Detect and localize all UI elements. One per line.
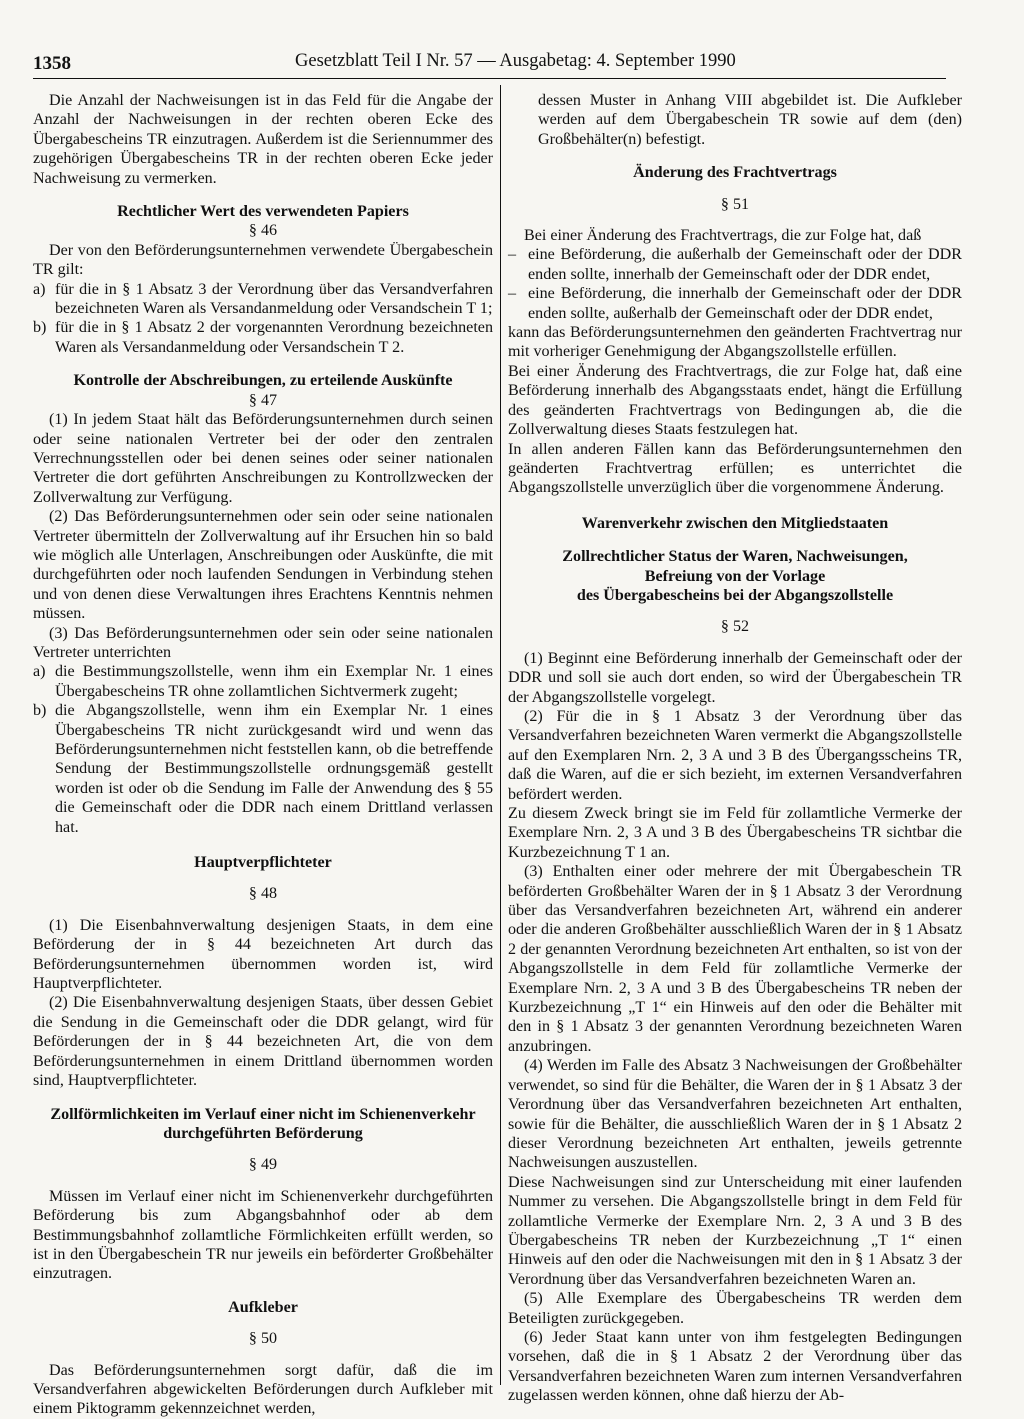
paragraph: (4) Werden im Falle des Absatz 3 Nachweisungen der Großbehälter verwendet, so sind für die Behälter, die Waren der in § 1 Absatz 3 der Verordnung über das Versandverfahren bezeichneten Art enthalten, sowie für die Behälter, die ausschließlich Waren der in § 1 Absatz 2 dieser Verordnung bezeichneten Art enthalten, jeweils getrennte Nachweisungen auszustellen. xyxy=(508,1057,962,1172)
heading: Kontrolle der Abschreibungen, zu erteilende Auskünfte xyxy=(73,372,453,390)
list-text: eine Beförderung, die außerhalb der Gemeinschaft oder der DDR enden sollte, innerhalb der Gemeinschaft oder der DDR endet, xyxy=(528,246,962,283)
list-item xyxy=(33,280,493,319)
paragraph: Bei einer Änderung des Frachtvertrags, die zur Folge hat, daß eine Beförderung innerhalb des Abgangsstaats endet, hängt die Erfüllung des geänderten Frachtvertrags von Bedingungen ab, die die Zollverwaltung dieses Staats festzulegen hat. xyxy=(508,362,962,439)
list-label: a) xyxy=(33,663,46,681)
section-number: § 48 xyxy=(248,885,278,903)
list-text: die Abgangszollstelle, wenn ihm ein Exemplar Nr. 1 eines Übergabescheins TR nicht zurückgesandt wird und wenn das Beförderungsunternehmen nicht feststellen kann, ob die betreffende Sendung der Bestimmungszollstelle ordnungsgemäß gestellt worden ist oder ob die Sendung im Falle der Anwendung des § 55 die Gemeinschaft oder die DDR nach einem Drittland verlassen hat. xyxy=(55,702,493,836)
paragraph: (2) Das Beförderungsunternehmen oder sein oder seine nationalen Vertreter übermitteln der Zollverwaltung auf ihr Ersuchen hin so bald wie möglich alle Unterlagen, Anschreibungen oder Auskünfte, die mit durchgeführten oder noch laufenden Sendungen in Verbindung stehen und von denen diese Verwaltungen ihres Erachtens Kenntnis nehmen müssen. xyxy=(33,508,493,623)
section-number: § 51 xyxy=(720,195,750,213)
list-item xyxy=(508,245,962,284)
gazette-title: Gesetzblatt Teil I Nr. 57 — Ausgabetag: 4. September 1990 xyxy=(295,51,736,71)
list-label: b) xyxy=(33,702,47,720)
section-number: § 49 xyxy=(248,1156,278,1174)
column-divider xyxy=(500,85,501,1385)
page-header xyxy=(33,52,946,79)
paragraph: (2) Für die in § 1 Absatz 3 der Verordnung über das Versandverfahren bezeichneten Waren vermerkt die Abgangszollstelle auf den Exemplaren Nrn. 2, 3 A und 3 B des Übergangsscheins TR, daß die Waren, auf die er sich bezieht, im externen Versandverfahren befördert werden. xyxy=(508,707,962,803)
paragraph: Das Beförderungsunternehmen sorgt dafür, daß die im Versandverfahren abgewickelten Beförderungen durch Aufkleber mit einem Piktogramm gekennzeichnet werden, xyxy=(33,1361,493,1418)
paragraph: Der von den Beförderungsunternehmen verwendete Übergabeschein TR gilt: xyxy=(33,241,493,279)
section-number: § 46 xyxy=(248,222,278,240)
heading: Rechtlicher Wert des verwendeten Papiers xyxy=(117,203,409,221)
paragraph: (3) Das Beförderungsunternehmen oder sein oder seine nationalen Vertreter unterrichten xyxy=(33,624,493,661)
paragraph: (1) Beginnt eine Beförderung innerhalb der Gemeinschaft oder der DDR und soll sie auch dort enden, so wird der Übergabeschein TR der Abgangszollstelle vorgelegt. xyxy=(508,649,962,706)
paragraph: (5) Alle Exemplare des Übergabescheins TR werden dem Beteiligten zurückgegeben. xyxy=(508,1290,962,1327)
paragraph: Bei einer Änderung des Frachtvertrags, die zur Folge hat, daß xyxy=(524,227,922,245)
heading: Änderung des Frachtvertrags xyxy=(633,164,837,182)
heading: Aufkleber xyxy=(228,1298,298,1316)
heading: Befreiung von der Vorlage xyxy=(644,567,826,585)
paragraph: (6) Jeder Staat kann unter von ihm festgelegten Bedingungen vorsehen, daß die in § 1 Absatz 2 der Verordnung über das Versandverfahren bezeichneten Waren zum internen Versandverfahren zugelassen werden können, ohne daß hierzu der Ab- xyxy=(508,1328,962,1405)
heading: Zollförmlichkeiten im Verlauf einer nicht im Schienenverkehr xyxy=(50,1105,476,1123)
paragraph: kann das Beförderungsunternehmen den geänderten Frachtvertrag nur mit vorheriger Genehmigung der Abgangszollstelle erfüllen. xyxy=(508,324,962,361)
heading: des Übergabescheins bei der Abgangszollstelle xyxy=(576,586,894,604)
list-label: b) xyxy=(33,319,47,337)
paragraph: (1) Die Eisenbahnverwaltung desjenigen Staats, in dem eine Beförderung der in § 44 bezeichneten Art durch das Beförderungsunternehmen übernommen worden ist, wird Hauptverpflichteter. xyxy=(33,916,493,993)
heading: Zollrechtlicher Status der Waren, Nachweisungen, xyxy=(562,548,908,566)
list-item xyxy=(33,662,493,701)
list-text: die Bestimmungszollstelle, wenn ihm ein Exemplar Nr. 1 eines Übergabescheins TR ohne zollamtlichen Sichtvermerk zugeht; xyxy=(55,663,493,700)
heading: Hauptverpflichteter xyxy=(194,854,332,872)
list-item xyxy=(33,318,493,357)
list-label: a) xyxy=(33,280,46,298)
paragraph: Müssen im Verlauf einer nicht im Schienenverkehr durchgeführten Beförderung bis zum Abgangsbahnhof oder ab dem Bestimmungsbahnhof zollamtliche Förmlichkeiten erfüllt werden, so ist in den Übergabeschein TR nur jeweils ein beförderter Großbehälter einzutragen. xyxy=(33,1187,493,1283)
paragraph: (1) In jedem Staat hält das Beförderungsunternehmen durch seinen oder seine nationalen Vertreter bei der oder den zentralen Verrechnungsstellen oder bei denen seines oder seiner nationalen Vertreter die dort geführten Anschreibungen zu Kontrollzwecken der Zollverwaltung zur Verfügung. xyxy=(33,411,493,506)
section-number: § 52 xyxy=(720,618,750,636)
paragraph: (3) Enthalten einer oder mehrere der mit Übergabeschein TR beförderten Großbehälter Waren der in § 1 Absatz 3 der Verordnung über das Versandverfahren bezeichneten Art, während ein anderer oder die anderen Großbehälter ausschließlich Waren der in § 1 Absatz 2 der genannten Verordnung bezeichneten Art enthalten, so ist von der Abgangszollstelle in dem Feld für zollamtliche Vermerke der Exemplare Nrn. 2, 3 A und 3 B des Übergabescheins TR neben der Kurzbezeichnung „T 1“ ein Hinweis auf den oder die Behälter mit den in § 1 Absatz 3 der genannten Verordnung bezeichneten Waren anzubringen. xyxy=(508,863,962,1055)
paragraph: (2) Die Eisenbahnverwaltung desjenigen Staats, über dessen Gebiet die Sendung in die Gemeinschaft oder die DDR gelangt, wird für Beförderungen der in § 44 bezeichneten Art, die von dem Beförderungsunternehmen in einem Drittland übernommen worden sind, Hauptverpflichteter. xyxy=(33,994,493,1090)
paragraph: Die Anzahl der Nachweisungen ist in das Feld für die Angabe der Anzahl der Nachweisungen in der rechten oberen Ecke des Übergabescheins TR einzutragen. Außerdem ist die Seriennummer des zugehörigen Übergabescheins TR in der rechten oberen Ecke jeder Nachweisung zu vermerken. xyxy=(33,92,493,187)
list-text: für die in § 1 Absatz 3 der Verordnung über das Versandverfahren bezeichneten Waren als Versandanmeldung oder Versandschein T 1; xyxy=(55,280,493,318)
paragraph: In allen anderen Fällen kann das Beförderungsunternehmen den geänderten Frachtvertrag erfüllen; es unterrichtet die Abgangszollstelle unverzüglich über die vorgenommene Änderung. xyxy=(508,440,962,497)
list-dash: – xyxy=(508,285,517,303)
list-text: für die in § 1 Absatz 2 der vorgenannten Verordnung bezeichneten Waren als Versandanmeldung oder Versandschein T 2. xyxy=(55,319,493,356)
heading: Warenverkehr zwischen den Mitgliedstaaten xyxy=(581,514,889,532)
left-column xyxy=(33,91,493,1419)
heading: durchgeführten Beförderung xyxy=(163,1124,363,1142)
right-column xyxy=(508,91,962,1406)
paragraph: Diese Nachweisungen sind zur Unterscheidung mit einer laufenden Nummer zu versehen. Die Abgangszollstelle bringt in dem Feld für zollamtliche Vermerke der Exemplare Nrn. 2, 3 A und 3 B des Übergabescheins TR neben der Kurzbezeichnung „T 1“ einen Hinweis auf den oder die Nachweisungen mit den in § 1 Absatz 3 der Verordnung über das Versandverfahren bezeichneten Waren an. xyxy=(508,1173,962,1288)
page-number: 1358 xyxy=(33,53,71,74)
list-item xyxy=(508,284,962,323)
section-number: § 50 xyxy=(248,1330,278,1348)
paragraph: Zu diesem Zweck bringt sie im Feld für zollamtliche Vermerke der Exemplare Nrn. 2, 3 A und 3 B des Übergabescheins TR sichtbar die Kurzbezeichnung T 1 an. xyxy=(508,805,962,861)
section-number: § 47 xyxy=(248,391,278,409)
paragraph: dessen Muster in Anhang VIII abgebildet ist. Die Aufkleber werden auf dem Übergabeschein TR sowie auf dem (den) Großbehälter(n) befestigt. xyxy=(538,92,962,148)
list-item xyxy=(33,701,493,837)
list-text: eine Beförderung, die innerhalb der Gemeinschaft oder der DDR enden sollte, außerhalb der Gemeinschaft oder der DDR endet, xyxy=(528,285,962,322)
list-dash: – xyxy=(508,246,517,264)
